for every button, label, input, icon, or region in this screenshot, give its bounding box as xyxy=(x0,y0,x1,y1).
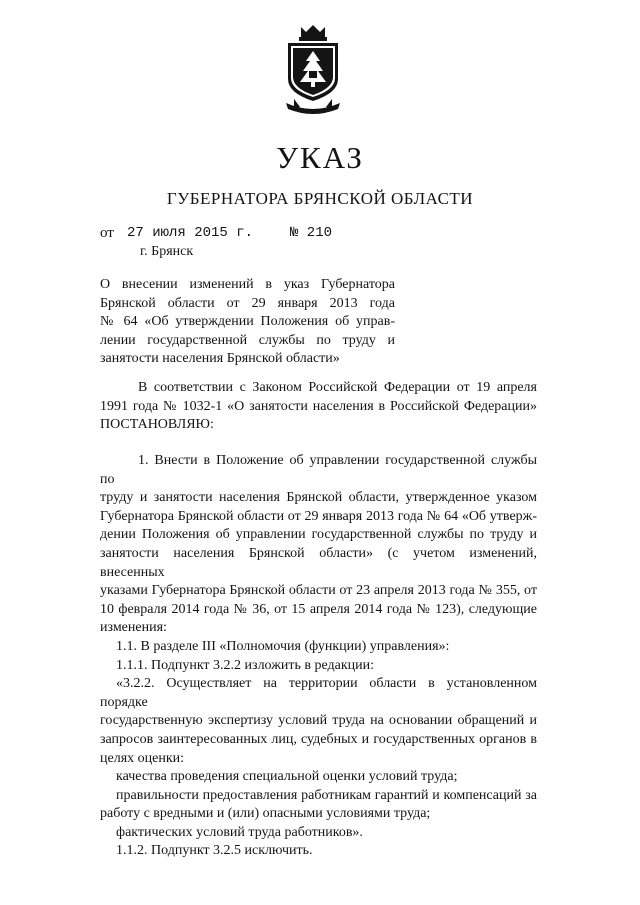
item-1-line: изменения: xyxy=(100,620,167,636)
item-1-line: 1. Внести в Положение об управлении государственной службы по xyxy=(100,453,537,487)
decree-preamble xyxy=(100,379,537,435)
item-1-line: занятости населения Брянской области» (с учетом изменений, внесенных xyxy=(100,545,537,580)
decree-date: 27 июля 2015 г. xyxy=(127,225,254,241)
date-prefix: от xyxy=(100,225,114,241)
subject-line: занятости населения Брянской области» xyxy=(100,351,340,367)
preamble-line: В соответствии с Законом Российской Федерации от 19 апреля xyxy=(138,380,537,395)
item-1-1-1: 1.1.1. Подпункт 3.2.2 изложить в редакции: xyxy=(116,657,375,673)
quote-item-b: работу с вредными и (или) опасными условиями труда; xyxy=(100,806,431,822)
quote-item-a: качества проведения специальной оценки условий труда; xyxy=(116,769,458,785)
preamble-line: 1991 года № 1032-1 «О занятости населения в Российской Федерации» xyxy=(100,398,537,414)
quote-item-c: фактических условий труда работников». xyxy=(116,824,363,840)
subject-line: лении государственной службы по труду и xyxy=(100,332,395,348)
document-subtitle: ГУБЕРНАТОРА БРЯНСКОЙ ОБЛАСТИ xyxy=(166,189,474,208)
item-1-1: 1.1. В разделе III «Полномочия (функции) управления»: xyxy=(116,638,450,654)
decree-city: г. Брянск xyxy=(140,244,194,259)
decree-body xyxy=(100,452,537,861)
subject-line: Брянской области от 29 января 2013 года xyxy=(100,295,395,311)
item-1-1-2: 1.1.2. Подпункт 3.2.5 исключить. xyxy=(116,843,313,859)
subject-line: № 64 «Об утверждении Положения об управ- xyxy=(100,314,395,330)
item-1-line: дении Положения об управлении государственной службы по труду и xyxy=(100,527,537,543)
item-1-line: труду и занятости населения Брянской области, утвержденное указом xyxy=(100,490,537,506)
quote-line: государственную экспертизу условий труда на основании обращений и xyxy=(100,713,537,729)
bryansk-coat-of-arms-icon xyxy=(282,23,344,115)
preamble-resolution: ПОСТАНОВЛЯЮ: xyxy=(100,417,214,433)
subject-line: О внесении изменений в указ Губернатора xyxy=(100,277,395,292)
item-1-line: Губернатора Брянской области от 29 января 2013 года № 64 «Об утверж- xyxy=(100,508,537,524)
document-title: УКАЗ xyxy=(276,140,364,175)
decree-subject xyxy=(100,276,395,369)
quote-item-b: правильности предоставления работникам гарантий и компенсаций за xyxy=(116,787,537,803)
quote-line: запросов заинтересованных лиц, судебных и государственных органов в xyxy=(100,731,537,747)
quote-line: «3.2.2. Осуществляет на территории области в установленном порядке xyxy=(100,676,537,710)
quote-line: целях оценки: xyxy=(100,750,185,766)
item-1-line: указами Губернатора Брянской области от 23 апреля 2013 года № 355, от xyxy=(100,583,537,599)
item-1-line: 10 февраля 2014 года № 36, от 15 апреля 2014 года № 123), следующие xyxy=(100,601,537,617)
decree-number: № 210 xyxy=(290,225,333,241)
